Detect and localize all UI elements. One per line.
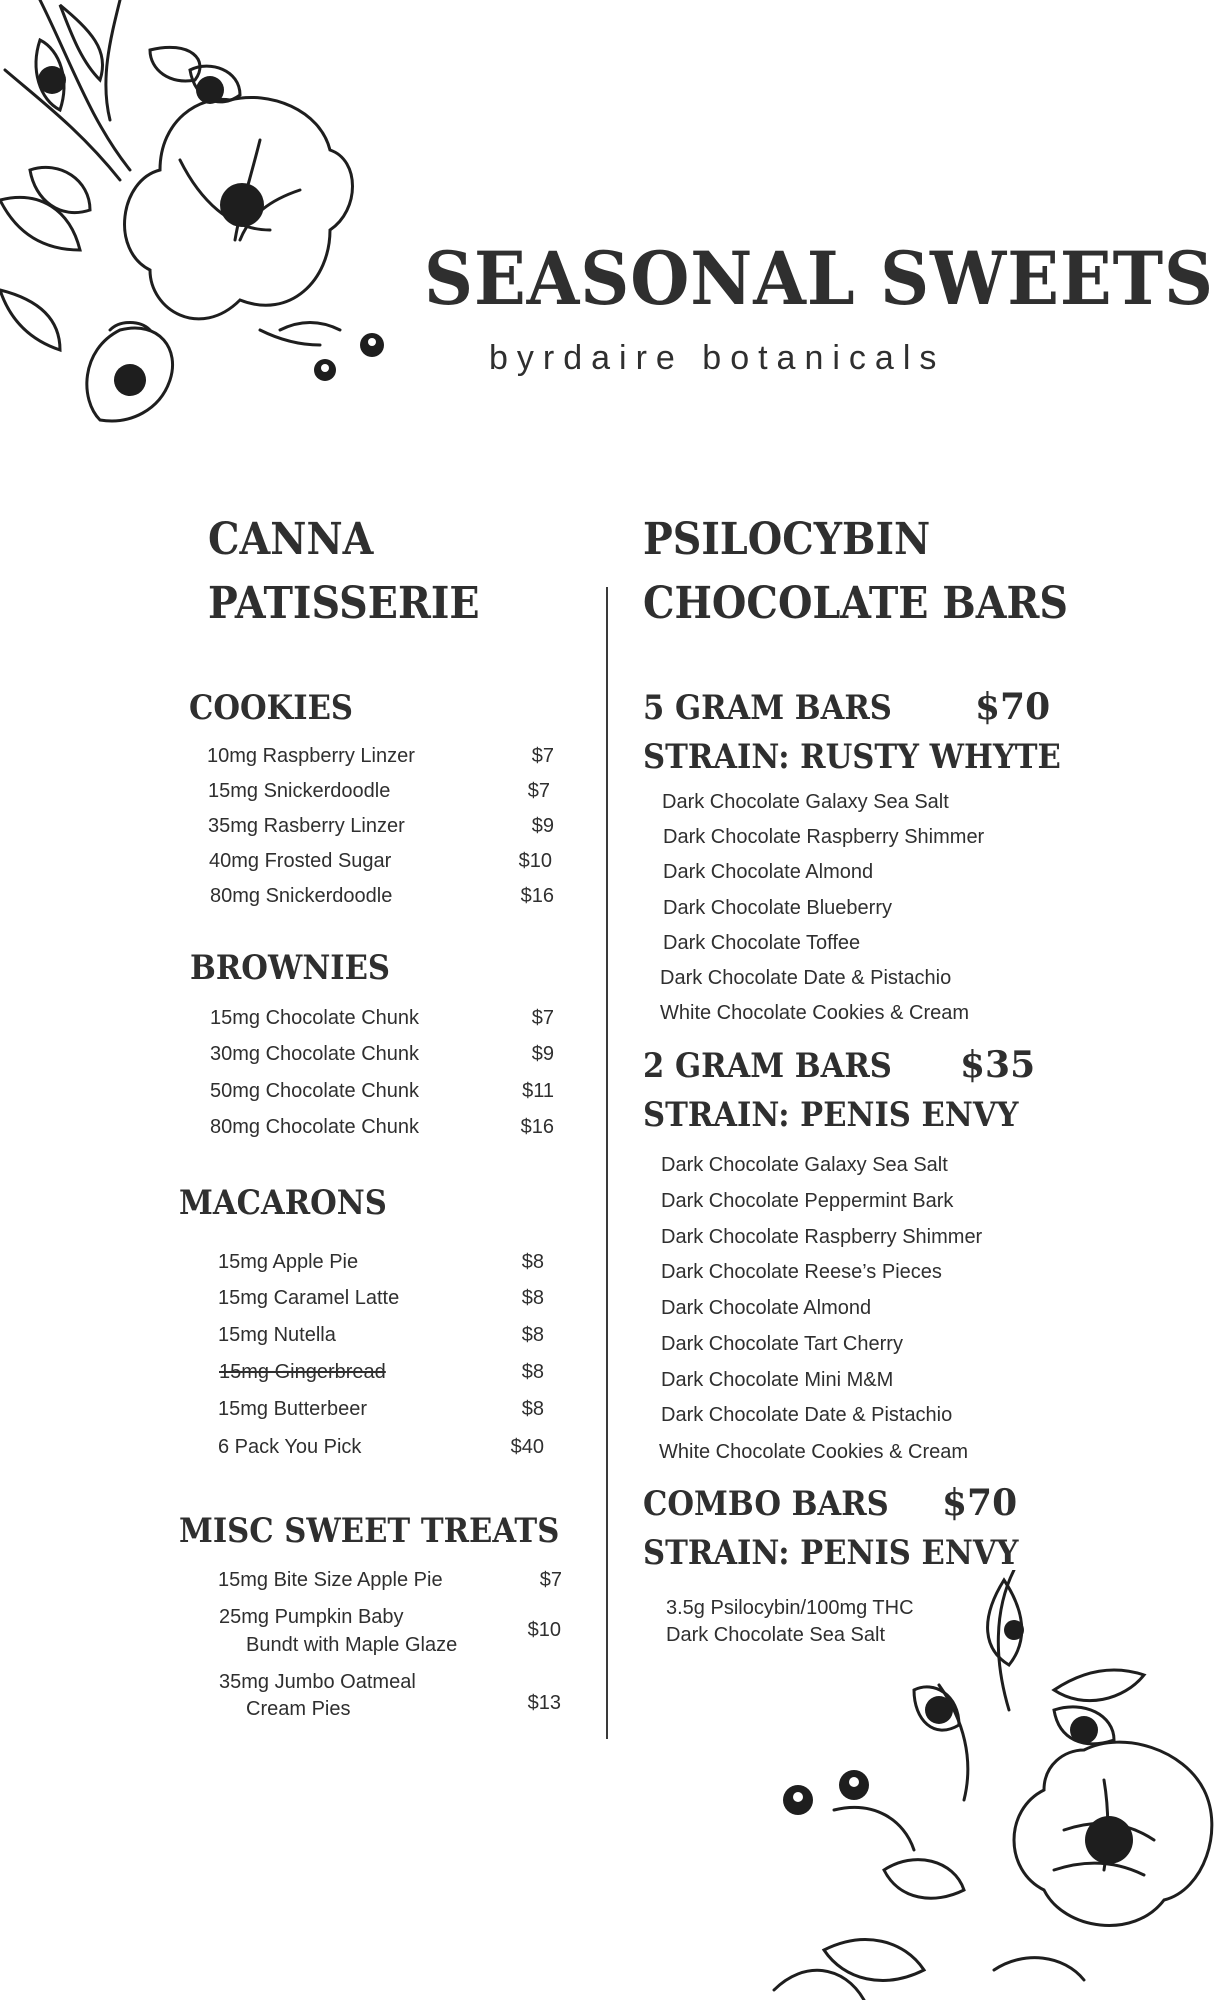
brownie-item: 15mg Chocolate Chunk [210, 1007, 420, 1029]
bar-flavor-item: White Chocolate Cookies & Cream [659, 1441, 969, 1463]
two-gram-bars-title: 2 GRAM BARS [643, 1046, 892, 1086]
cookie-item: 15mg Snickerdoodle [208, 780, 391, 802]
combo-bars-price: $70 [942, 1482, 1018, 1524]
canna-heading-line1: CANNA [208, 514, 374, 565]
bar-flavor-item: Dark Chocolate Blueberry [663, 897, 892, 919]
bar-flavor-item: Dark Chocolate Almond [663, 861, 874, 883]
five-gram-bars-title: 5 GRAM BARS [643, 688, 892, 728]
misc-treats-section-title: MISC SWEET TREATS [179, 1511, 560, 1551]
macaron-item: 6 Pack You Pick [218, 1436, 362, 1458]
five-gram-bars-price: $70 [975, 686, 1051, 728]
brownie-item: 50mg Chocolate Chunk [210, 1080, 420, 1102]
bar-flavor-item: Dark Chocolate Toffee [663, 932, 861, 954]
macaron-item: 15mg Butterbeer [218, 1398, 367, 1420]
misc-item-line2: Bundt with Maple Glaze [246, 1634, 458, 1656]
brownie-item: 80mg Chocolate Chunk [210, 1116, 420, 1138]
canna-heading-line2: PATISSERIE [208, 578, 480, 629]
macaron-price: $8 [521, 1398, 544, 1420]
bar-flavor-item: Dark Chocolate Galaxy Sea Salt [662, 791, 949, 813]
cookie-price: $10 [518, 850, 552, 872]
cookie-item: 10mg Raspberry Linzer [207, 745, 415, 767]
bar-flavor-item: White Chocolate Cookies & Cream [660, 1002, 970, 1024]
bar-flavor-item: Dark Chocolate Mini M&M [661, 1369, 894, 1391]
macaron-item: 15mg Caramel Latte [218, 1287, 400, 1309]
macaron-price: $8 [521, 1251, 544, 1273]
cookie-item: 35mg Rasberry Linzer [208, 815, 405, 837]
cookies-section-title: COOKIES [189, 688, 353, 728]
macaron-price: $8 [521, 1324, 544, 1346]
bar-flavor-item: Dark Chocolate Galaxy Sea Salt [661, 1154, 948, 1176]
brownie-item: 30mg Chocolate Chunk [210, 1043, 420, 1065]
cookie-price: $16 [520, 885, 554, 907]
brownie-price: $9 [531, 1043, 554, 1065]
macaron-price: $8 [521, 1361, 544, 1383]
bar-flavor-item: Dark Chocolate Tart Cherry [661, 1333, 903, 1355]
cookie-price: $9 [531, 815, 554, 837]
cookie-item: 80mg Snickerdoodle [210, 885, 393, 907]
bar-flavor-item: Dark Chocolate Almond [661, 1297, 872, 1319]
misc-price: $13 [527, 1692, 561, 1714]
combo-bars-title: COMBO BARS [643, 1484, 889, 1524]
combo-item-line2: Dark Chocolate Sea Salt [666, 1624, 886, 1646]
brownies-section-title: BROWNIES [190, 948, 391, 988]
page-subtitle: byrdaire botanicals [489, 339, 946, 377]
macaron-item: 15mg Nutella [218, 1324, 336, 1346]
misc-item: 15mg Bite Size Apple Pie [218, 1569, 443, 1591]
cookie-item: 40mg Frosted Sugar [209, 850, 392, 872]
bar-flavor-item: Dark Chocolate Reese’s Pieces [661, 1261, 942, 1283]
macaron-price: $40 [510, 1436, 544, 1458]
brownie-price: $11 [522, 1080, 554, 1102]
psilocybin-heading-line2: CHOCOLATE BARS [643, 578, 1068, 629]
combo-item-line1: 3.5g Psilocybin/100mg THC [666, 1597, 914, 1619]
floral-illustration-top-left [0, 0, 400, 440]
bar-flavor-item: Dark Chocolate Raspberry Shimmer [661, 1226, 983, 1248]
column-divider [606, 587, 608, 1739]
macaron-item: 15mg Apple Pie [218, 1251, 359, 1273]
macaron-price: $8 [521, 1287, 544, 1309]
misc-item-line1: 35mg Jumbo Oatmeal [219, 1671, 416, 1693]
psilocybin-heading [643, 508, 1068, 636]
combo-strain: STRAIN: PENIS ENVY [643, 1533, 1019, 1573]
brownie-price: $16 [520, 1116, 554, 1138]
cookie-price: $7 [531, 745, 554, 767]
cookie-price: $7 [527, 780, 550, 802]
misc-price: $10 [527, 1619, 561, 1641]
psilocybin-heading-line1: PSILOCYBIN [643, 514, 931, 565]
bar-flavor-item: Dark Chocolate Date & Pistachio [660, 967, 952, 989]
five-gram-strain: STRAIN: RUSTY WHYTE [643, 737, 1061, 777]
page-title: SEASONAL SWEETS [424, 236, 1214, 322]
misc-item-line2: Cream Pies [246, 1698, 351, 1720]
macaron-item-crossed-out: 15mg Gingerbread [219, 1361, 386, 1383]
two-gram-bars-price: $35 [960, 1044, 1036, 1086]
bar-flavor-item: Dark Chocolate Date & Pistachio [661, 1404, 953, 1426]
macarons-section-title: MACARONS [179, 1183, 387, 1223]
two-gram-strain: STRAIN: PENIS ENVY [643, 1095, 1019, 1135]
misc-item-line1: 25mg Pumpkin Baby [219, 1606, 404, 1628]
canna-patisserie-heading [208, 508, 480, 636]
misc-price: $7 [539, 1569, 562, 1591]
bar-flavor-item: Dark Chocolate Raspberry Shimmer [663, 826, 985, 848]
brownie-price: $7 [531, 1007, 554, 1029]
bar-flavor-item: Dark Chocolate Peppermint Bark [661, 1190, 954, 1212]
